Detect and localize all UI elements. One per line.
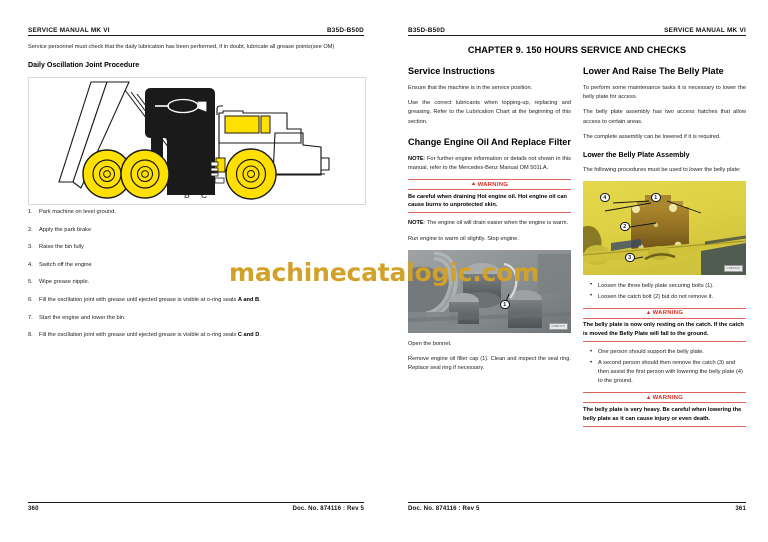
seal-labels-cd: C and D (237, 332, 260, 339)
step-item: Raise the bin fully (39, 244, 84, 251)
warning-rule-bottom (408, 212, 571, 213)
loosen-bolts-bullet-list (583, 282, 746, 302)
step-item (28, 332, 364, 339)
two-column-body (408, 66, 746, 433)
warning-plate-very-heavy (583, 392, 746, 426)
daily-oscillation-joint-procedure-heading: Daily Oscillation Joint Procedure (28, 61, 140, 70)
belly-plate-access-paragraph: To perform some maintenance tasks it is necessary to lower the belly plate for access. (583, 85, 746, 101)
warning-title-text: WARNING (652, 394, 684, 401)
warning-rule-bottom (583, 426, 746, 427)
warning-body-text: The belly plate is now only resting on the catch. If the catch is moved the Belly Plate will fall to the ground. (583, 322, 744, 338)
warning-title-text: WARNING (652, 310, 684, 317)
note-text: : The engine oil will drain easier when the engine is warm. (423, 220, 569, 227)
procedures-intro-paragraph: The following procedures must be used to lower the belly plate: (583, 166, 741, 173)
change-engine-oil-heading: Change Engine Oil And Replace Filter (408, 136, 571, 147)
left-page-doc-number: Doc. No. 874116 : Rev 5 (292, 505, 364, 512)
site-watermark: machinecatalogic.com (229, 258, 539, 287)
step-item: Apply the park brake (39, 226, 92, 233)
svg-text:A: A (200, 147, 206, 158)
warning-body-text: Be careful when draining Hot engine oil. Hot engine oil can cause burns to unprotected skin. (408, 193, 567, 209)
svg-text:C: C (201, 190, 208, 201)
warm-oil-paragraph: Run engine to warm oil slightly. Stop engine. (408, 235, 519, 242)
bullet-item: • Loosen the three belly plate securing bolts (1). (592, 282, 746, 291)
oscillation-joint-steps-list (28, 209, 364, 340)
service-position-paragraph: Ensure that the machine is in the service position. (408, 85, 533, 92)
step-text: Fill the oscillation joint with grease until ejected grease is visible at o-ring seals A and B. (39, 296, 261, 303)
warning-triangle-icon: ▲ (645, 394, 652, 401)
right-page-number: 361 (735, 505, 746, 512)
step-text: Fill the oscillation joint with grease until ejected grease is visible at o-ring seals C and D. (39, 332, 261, 339)
step-item: Park machine on level ground. (39, 209, 116, 216)
runhead-left-text: B35D-B50D (408, 27, 446, 34)
support-and-lower-bullet-list (583, 348, 746, 386)
belly-plate-hatches-paragraph: The belly plate assembly has two access hatches that allow access to certain areas. (583, 109, 746, 125)
warning-triangle-icon: ▲ (645, 310, 652, 317)
runhead-left-text: SERVICE MANUAL MK VI (28, 27, 110, 34)
svg-text:B: B (184, 190, 190, 201)
column-belly-plate (583, 66, 746, 433)
oil-drain-note (408, 219, 571, 228)
warning-hot-engine-oil (408, 179, 571, 213)
warning-plate-resting-on-catch (583, 308, 746, 342)
engine-oil-filler-cap-photo (408, 250, 571, 333)
photo-code-label: C03017V (549, 323, 568, 330)
runhead-right-text: SERVICE MANUAL MK VI (664, 27, 746, 34)
column-service-instructions (408, 66, 571, 433)
right-page-footer (408, 502, 746, 513)
warning-title (583, 393, 746, 402)
oscillation-joint-figure (28, 77, 366, 205)
warning-title-text: WARNING (477, 181, 509, 188)
svg-text:D: D (183, 147, 190, 158)
right-page-doc-number: Doc. No. 874116 : Rev 5 (408, 505, 480, 512)
left-page-running-head (28, 27, 364, 36)
service-instructions-heading: Service Instructions (408, 66, 495, 76)
step-item: Wipe grease nipple. (39, 279, 90, 286)
left-page-footer (28, 502, 364, 513)
note-text: : For further engine information or details not shown in this manual, refer to the Mercedes-Benz Manual OM 501LA. (408, 155, 571, 171)
chapter-title: CHAPTER 9. 150 HOURS SERVICE AND CHECKS (467, 45, 687, 55)
daily-lubrication-intro-text: Service personnel must check that the daily lubrication has been performed, if in doubt, lubricate all grease points(see OM) (28, 44, 335, 50)
photo-code-label: C03004V (724, 265, 743, 272)
belly-plate-lowered-paragraph: The complete assembly can be lowered if it is required. (583, 133, 721, 140)
bullet-item: • Loosen the catch bolt (2) but do not remove it. (592, 293, 746, 302)
lower-belly-plate-assembly-heading: Lower the Belly Plate Assembly (583, 150, 690, 159)
warning-rule-bottom (583, 341, 746, 342)
step-item: Switch off the engine (39, 261, 92, 268)
lubricants-paragraph: Use the correct lubricants when topping-up, replacing and greasing. Refer to the Lubrication Chart at the beginning of this section. (408, 100, 571, 125)
photo-callout-1: 1 (500, 300, 510, 310)
seal-labels-ab: A and B (237, 296, 260, 303)
note-label: NOTE (408, 220, 424, 227)
remove-filler-cap-paragraph: Remove engine oil filler cap (1). Clean and inspect the seal ring. Replace seal ring if necessary. (408, 355, 571, 372)
right-page-running-head (408, 27, 746, 36)
step-item (28, 297, 364, 304)
photo-callout-2: 2 (620, 222, 630, 232)
right-page (384, 0, 768, 542)
note-label: NOTE (408, 155, 424, 162)
left-page-number: 360 (28, 505, 39, 512)
bullet-item: • A second person should then remove the catch (3) and then assist the first person with lowering the belly plate (4) to the ground. (592, 359, 746, 386)
engine-info-note (408, 155, 571, 173)
runhead-right-text: B35D-B50D (326, 27, 364, 34)
step-item: Start the engine and lower the bin. (39, 314, 126, 321)
open-bonnet-paragraph: Open the bonnet. (408, 340, 452, 347)
belly-plate-securing-bolts-photo (583, 181, 746, 275)
warning-body-text: The belly plate is very heavy. Be careful when lowering the belly plate as it can cause injury or even death. (583, 406, 742, 422)
warning-title (583, 309, 746, 318)
photo-callout-4: 4 (600, 193, 610, 203)
photo-callout-1: 1 (651, 193, 661, 203)
warning-title (408, 180, 571, 189)
lower-raise-belly-plate-heading: Lower And Raise The Belly Plate (583, 66, 724, 76)
bullet-item: • One person should support the belly plate. (592, 348, 746, 357)
warning-triangle-icon: ▲ (470, 181, 477, 188)
photo-callout-3: 3 (625, 253, 635, 263)
